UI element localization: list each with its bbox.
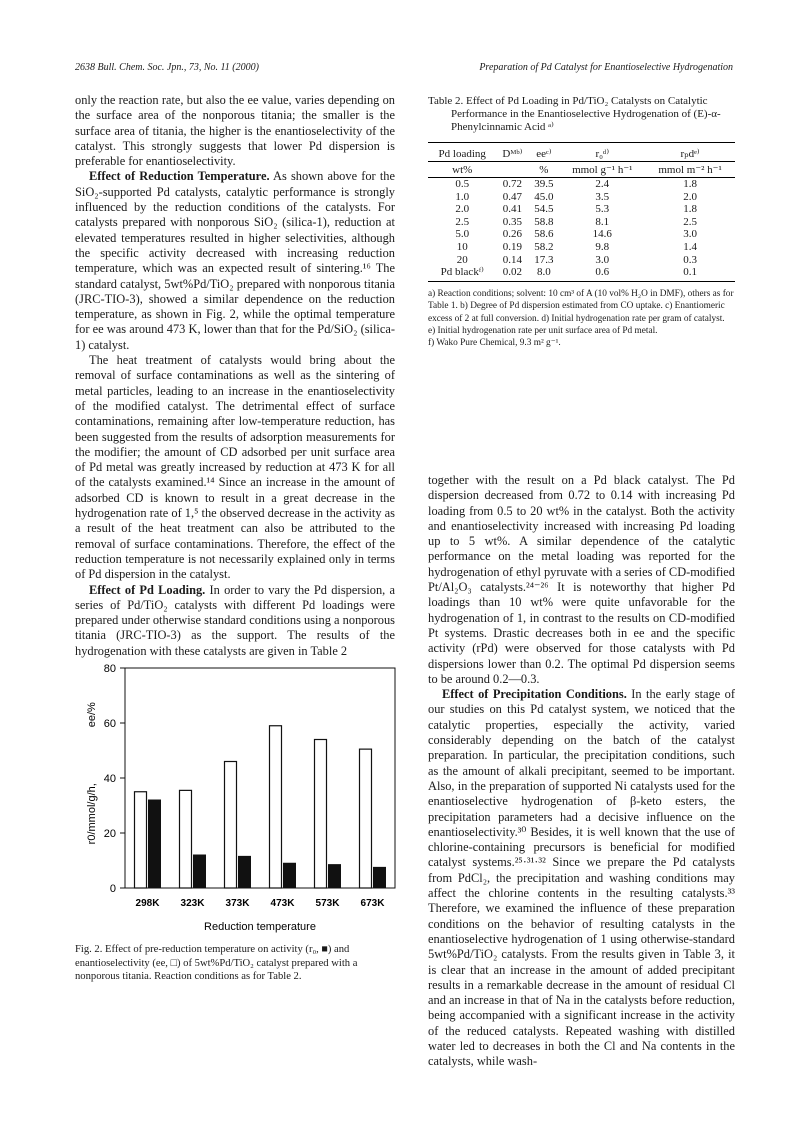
x-tick-label: 473K <box>270 898 295 909</box>
table-row <box>428 178 735 191</box>
table-cell: 10 <box>456 240 468 253</box>
bar-ee <box>360 749 372 888</box>
x-tick-label: 323K <box>180 898 205 909</box>
table-cell: 1.0 <box>455 190 470 203</box>
y-tick-label: 80 <box>103 663 116 675</box>
table-row <box>428 254 735 267</box>
table-cell: 0.47 <box>502 190 523 203</box>
column-header: Dᴹᵇ⁾ <box>496 143 528 162</box>
table-cell: 58.2 <box>534 240 554 253</box>
unit-header: mmol g⁻¹ h⁻¹ <box>559 162 645 178</box>
table-cell: 54.5 <box>534 203 554 216</box>
table-cell: 5.0 <box>455 228 470 241</box>
footnote: e) Initial hydrogenation rate per unit surface area of Pd metal. <box>428 325 658 336</box>
paragraph: The heat treatment of catalysts would bring about the removal of surface contaminations as well as the sintering of metal particles, leading to an increase in the enantioselectivity of the modified catalyst. The detrimental effect of surface contaminations, remaining after low-temperature reduction, has been suggested from the results of adsorption measurements for the modifier; the amount of CD adsorbed per unit surface area of Pd metal was greatly increased by reduction at 473 K for all of the catalysts examined.¹⁴ Since an increase in the amount of adsorbed CD is known to result in a great decrease in the hydrogenation rate of 1,⁵ the observed decrease in the activity as a result of the heat treatment can also be attributed to the removal of surface contaminations. Therefore, the effect of the reduction temperature is not necessarily explained only in terms of Pd dispersion in the catalyst. <box>75 353 395 582</box>
bar-ee <box>270 726 282 888</box>
table-cell: 17.3 <box>534 253 554 266</box>
table-cell: 58.6 <box>534 228 554 241</box>
unit-header: wt% <box>428 162 496 178</box>
table-cell: 8.1 <box>595 215 610 228</box>
table-caption: Table 2. Effect of Pd Loading in Pd/TiO₂ Catalysts on Catalytic Performance in the Enantioselective Hydrogenation of (E)-α-Phenylcinnamic Acid ᵃ⁾ <box>428 95 721 133</box>
bar-ee <box>225 762 237 889</box>
table-cell: 2.4 <box>595 178 610 190</box>
paragraph-text: In the early stage of our studies on this Pd catalyst system, we noticed that the catalytic properties, especially the activity, varied considerably depending on the batch of the catalyst preparation. In particular, the precipitation conditions, such as the amount of alkali precipitant, seemed to be important. Also, in the preparation of supported Ni catalysts used for the enantioselective hydrogenation of β-keto esters, the precipitation parameters had a decisive influence on the enantioselectivity.³⁰ Besides, it is well known that the use of chlorine-containing precursors is beneficial for modified catalyst systems.²⁵·³¹·³² Since we prepare the Pd catalysts from PdCl₂, the precipitation and washing conditions may affect the chlorine contents in the resulting catalysts.³³ Therefore, we examined the influence of these preparation conditions on the behavior of resulting catalysts in the enantioselective hydrogenation of 1 using otherwise-standard 5wt%Pd/TiO₂ catalysts. From the results given in Table 3, it is clear that an increase in the amount of added precipitant results in a remarkable decrease in the amount of residual Cl and an increase in that of Na in the catalysts before reduction, being accompanied with a significant increase in the activity of the reduced catalysts. Repeated washing with distilled water led to decreases in both the Cl and Na contents in the catalysts, while wash- <box>428 687 735 1069</box>
table-row <box>428 241 735 254</box>
y-axis-label-ee: ee/% <box>86 702 98 728</box>
unit-header: % <box>528 162 559 178</box>
table-cell: 0.02 <box>496 266 528 281</box>
footnote: f) Wako Pure Chemical, 9.3 m² g⁻¹. <box>428 338 561 349</box>
column-header: rₚdᵉ⁾ <box>645 143 735 162</box>
bar-chart <box>75 648 405 938</box>
table-2 <box>428 95 735 350</box>
bar-r0 <box>239 856 251 888</box>
y-tick-label: 20 <box>103 828 116 840</box>
table-cell: 9.8 <box>595 240 610 253</box>
table-cell: 2.0 <box>683 190 697 203</box>
x-tick-label: 573K <box>315 898 340 909</box>
table-cell: 1.8 <box>683 178 697 190</box>
paragraph-text: In order to vary the Pd dispersion, a series of Pd/TiO₂ catalysts with different Pd loadings were prepared under otherwise standard conditions using a nonporous titania (JRC-TIO-3) as the support. The results of the hydrogenation with these catalysts are given in Table 2 <box>75 582 395 658</box>
section-heading: Effect of Pd Loading. <box>89 582 206 597</box>
right-column <box>428 473 735 1070</box>
y-tick-label: 60 <box>103 718 116 730</box>
table-cell: Pd blackᶠ⁾ <box>428 266 496 281</box>
table-cell: 0.6 <box>559 266 645 281</box>
figure-caption: Fig. 2. Effect of pre-reduction temperature on activity (r₀, ■) and enantioselectivity (ee, □) of 5wt%Pd/TiO₂ catalyst prepared with a nonporous titania. Reaction conditions as for Table 2. <box>75 944 358 982</box>
y-axis-label-activity: r0/mmol/g/h, <box>86 783 98 845</box>
table-cell: 8.0 <box>528 266 559 281</box>
table-cell: 0.3 <box>683 253 697 266</box>
bar-r0 <box>374 867 386 888</box>
table-cell: 0.41 <box>502 203 523 216</box>
bar-ee <box>315 740 327 889</box>
unit-header: mmol m⁻² h⁻¹ <box>645 162 735 178</box>
table-cell: 3.0 <box>683 228 697 241</box>
paragraph-text: As shown above for the SiO₂-supported Pd catalysts, catalytic performance is strongly influenced by the reduction conditions of the catalysts. For catalysts prepared with nonporous SiO₂ (silica-1), reduction at elevated temperatures resulted in higher selectivities, although the specific activity decreased with increasing reduction temperature, which was an expected result of sintering.¹⁶ The standard catalyst, 5wt%Pd/TiO₂ prepared with nonporous titania (JRC-TIO-3), showed a similar dependence on the reduction temperature, as shown in Fig. 2, while the optimal temperature for ee was around 473 K, lower than that for the Pd/SiO₂ (silica-1) catalyst. <box>75 169 395 352</box>
table-cell: 39.5 <box>534 178 554 190</box>
table-cell: 0.19 <box>502 240 523 253</box>
footnote: a) Reaction conditions; solvent: 10 cm³ of A (10 vol% H₂O in DMF), others as for Table 1. b) Degree of Pd dispersion estimated from CO uptake. c) Enantiomeric excess of 2 at full conversion. d) Initial hydrogenation rate per gram of catalyst. <box>428 288 734 324</box>
y-tick-label: 0 <box>109 883 116 895</box>
running-header-left: 2638 Bull. Chem. Soc. Jpn., 73, No. 11 (2000) <box>75 62 259 73</box>
table-cell: 3.5 <box>595 190 610 203</box>
paragraph-reduction-temperature <box>75 169 395 353</box>
paragraph: together with the result on a Pd black catalyst. The Pd dispersion decreased from 0.72 to 0.14 with increasing Pd loading from 0.5 to 20 wt% in the catalyst. Both the activity and enantioselectivity increased with increasing Pd loading up to 5 wt%. A similar dependence of the catalytic performance on the metal loading was reported for the hydrogenation of ethyl pyruvate with a series of CD-modified Pt/Al₂O₃ catalysts.²⁴⁻²⁶ It is noteworthy that higher Pd loadings than 10 wt% were quite unfavorable for the hydrogenation of 1, in contrast to the results on CD-modified Pt systems. Drastic decreases both in ee and the specific activity (rPd) were observed for those catalysts with Pd dispersions lower than 0.2. The optimal Pd dispersion seems to be around 0.2—0.3. <box>428 473 735 686</box>
table-cell: 0.72 <box>502 178 523 190</box>
table-row <box>428 228 735 241</box>
figure-2 <box>75 648 405 938</box>
plot-frame <box>125 668 395 888</box>
paragraph-precipitation <box>428 687 735 1069</box>
bar-r0 <box>194 855 206 888</box>
table-row <box>428 203 735 216</box>
table-row <box>428 191 735 204</box>
column-header: eeᶜ⁾ <box>528 143 559 162</box>
x-axis-label: Reduction temperature <box>204 921 316 933</box>
table-cell: 0.14 <box>502 253 523 266</box>
table-row <box>428 266 735 281</box>
table-cell: 1.8 <box>683 203 697 216</box>
table-cell: 2.0 <box>455 203 470 216</box>
bar-ee <box>135 792 147 888</box>
y-tick-label: 40 <box>103 773 116 785</box>
x-tick-label: 298K <box>135 898 160 909</box>
table-row <box>428 216 735 229</box>
table-cell: 1.4 <box>683 240 697 253</box>
table-cell: 2.5 <box>683 215 697 228</box>
running-header-right: Preparation of Pd Catalyst for Enantioselective Hydrogenation <box>479 62 733 73</box>
data-table <box>428 142 735 282</box>
bar-r0 <box>284 863 296 888</box>
table-cell: 45.0 <box>534 190 554 203</box>
section-heading: Effect of Reduction Temperature. <box>89 169 270 184</box>
table-cell: 58.8 <box>534 215 554 228</box>
column-header: r₀ᵈ⁾ <box>559 143 645 162</box>
table-cell: 0.26 <box>502 228 523 241</box>
table-cell: 5.3 <box>595 203 610 216</box>
table-cell: 0.5 <box>455 178 470 190</box>
bar-ee <box>180 790 192 888</box>
x-tick-label: 373K <box>225 898 250 909</box>
table-cell: 20 <box>456 253 468 266</box>
paragraph: only the reaction rate, but also the ee value, varies depending on the surface area of the nonporous titania; the smaller is the surface area of titania, the higher is the enantioselectivity of the catalyst. This strongly suggests that lower Pd dispersion is preferable for enantioselectivity. <box>75 93 395 169</box>
table-cell: 2.5 <box>455 215 470 228</box>
unit-header <box>496 162 528 178</box>
table-cell: 14.6 <box>592 228 612 241</box>
table-cell: 3.0 <box>595 253 610 266</box>
table-cell: 0.1 <box>645 266 735 281</box>
left-column <box>75 93 395 659</box>
section-heading: Effect of Precipitation Conditions. <box>442 687 627 702</box>
table-footnotes <box>428 288 735 350</box>
bar-r0 <box>329 865 341 888</box>
x-tick-label: 673K <box>360 898 385 909</box>
column-header: Pd loading <box>428 143 496 162</box>
bar-r0 <box>149 800 161 888</box>
table-cell: 0.35 <box>502 215 523 228</box>
